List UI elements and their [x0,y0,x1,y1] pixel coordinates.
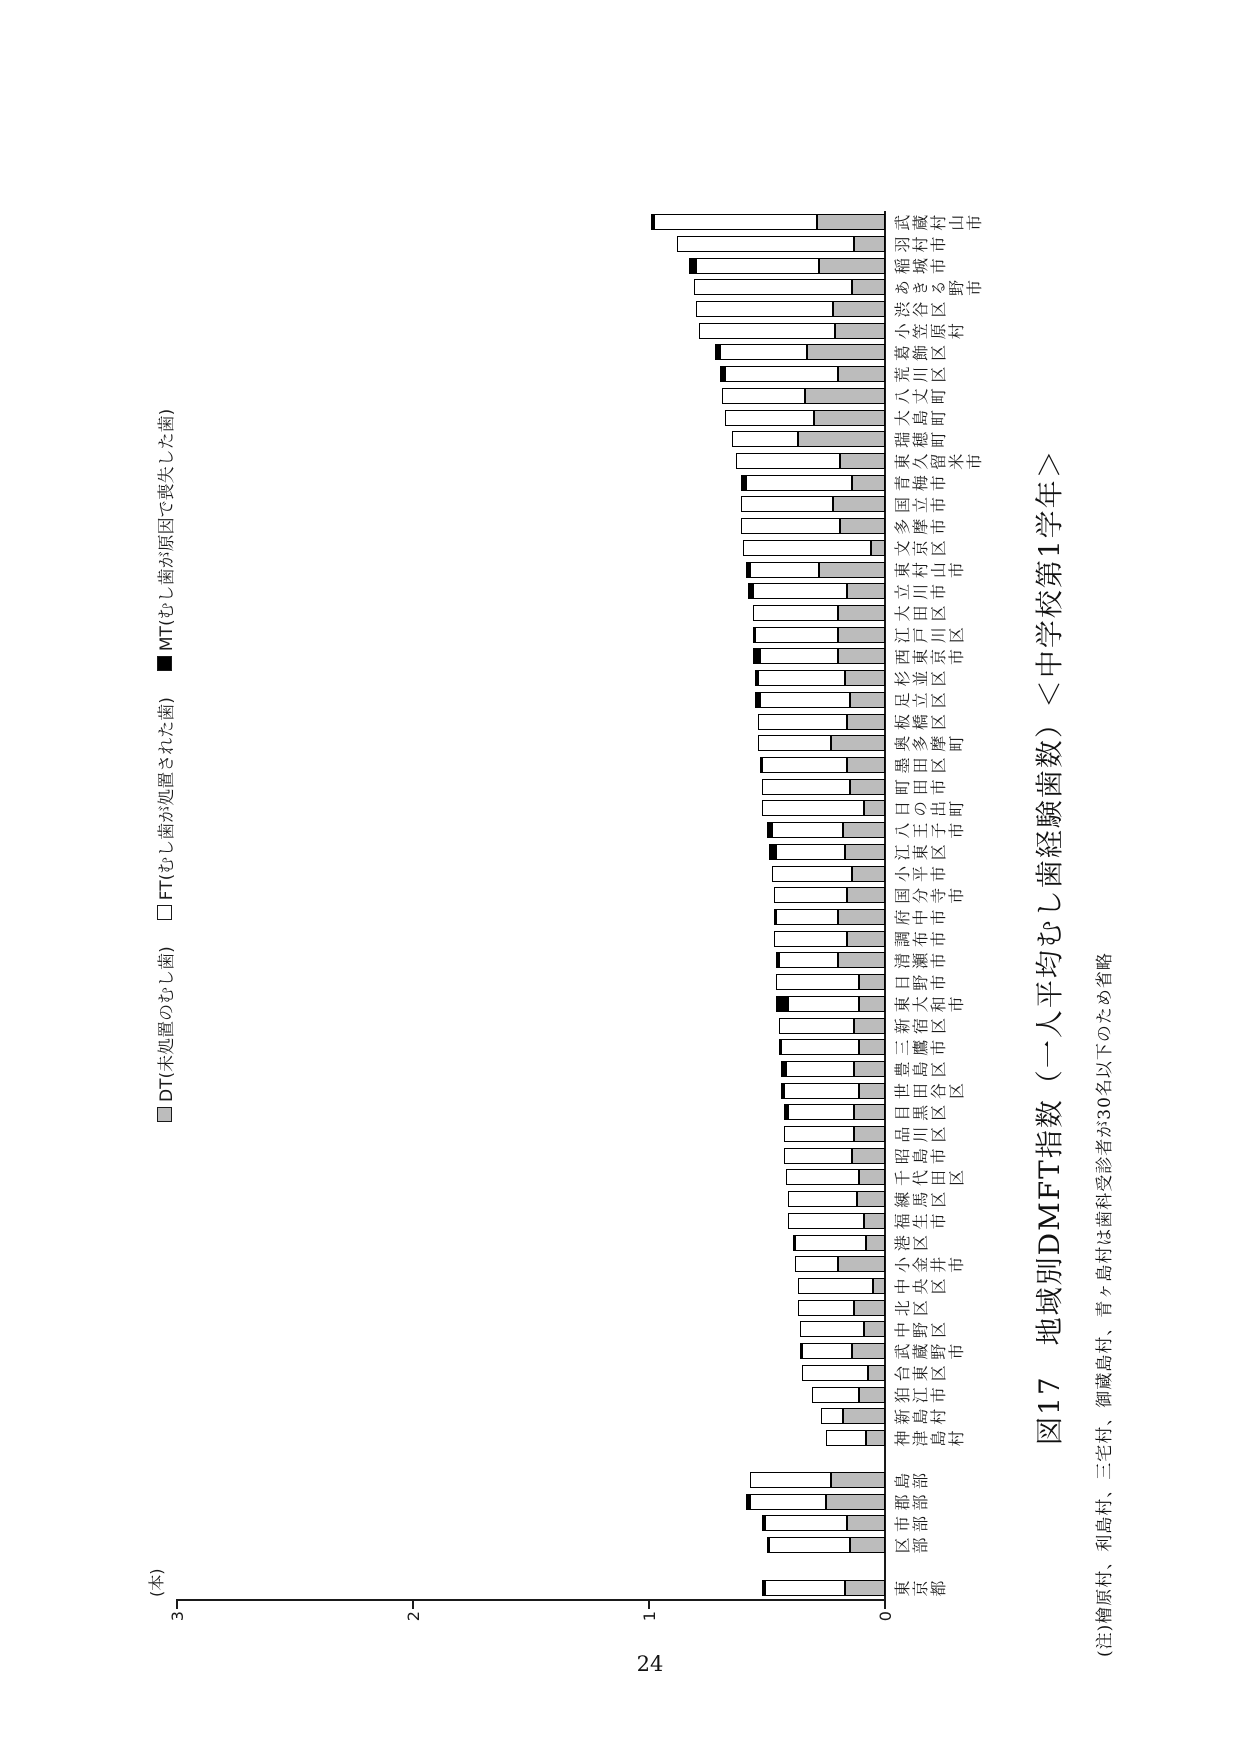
ft-segment [750,1494,826,1510]
ft-segment [725,410,815,426]
axis-tick [648,1600,650,1609]
category-label-府中市: 府中市 [894,908,948,928]
dt-segment [798,431,885,447]
ft-segment [746,475,852,491]
dt-segment [852,1148,885,1164]
category-label-新宿区: 新宿区 [894,1017,948,1037]
dt-segment [850,779,885,795]
category-label-渋谷区: 渋谷区 [894,301,948,321]
category-label-三鷹市: 三鷹市 [894,1039,948,1059]
category-label-江戸川区: 江戸川区 [894,626,966,646]
category-label-瑞穂町: 瑞穂町 [894,431,948,451]
dt-segment [852,475,885,491]
axis-tick [176,1600,178,1609]
ft-segment [795,1235,866,1251]
ft-segment [802,1365,868,1381]
mt-segment [689,258,696,274]
category-label-東京都: 東京都 [894,1580,948,1599]
category-label-区部: 区部 [894,1537,930,1556]
dt-segment [873,1278,885,1294]
ft-segment [758,714,848,730]
ft-segment [696,301,833,317]
category-label-杉並区: 杉並区 [894,670,948,690]
ft-segment [798,1278,874,1294]
category-label-足立区: 足立区 [894,691,948,711]
mt-segment [755,670,758,686]
category-label-荒川区: 荒川区 [894,366,948,386]
ft-segment [765,1580,845,1596]
ft-segment [776,974,859,990]
mt-segment [651,214,654,230]
category-label-小金井市: 小金井市 [894,1256,966,1276]
ft-segment [654,214,817,230]
dt-segment [868,1365,885,1381]
category-label-八王子市: 八王子市 [894,822,966,842]
dt-segment [847,887,885,903]
category-label-豊島区: 豊島区 [894,1060,948,1080]
legend-label-dt: DT(未処置のむし歯) [157,946,177,1102]
ft-segment [760,648,838,664]
mt-swatch-icon [157,656,172,671]
mt-segment [776,952,779,968]
dt-segment [817,214,885,230]
category-label-多摩市: 多摩市 [894,518,948,538]
category-label-島部: 島部 [894,1472,930,1492]
category-label-神津島村: 神津島村 [894,1430,966,1449]
ft-segment [774,887,847,903]
dt-segment [845,670,885,686]
dt-segment [852,1343,885,1359]
legend-label-mt: MT(むし歯が原因で喪失した歯) [157,408,177,652]
dt-segment [835,323,885,339]
category-label-北区: 北区 [894,1299,930,1319]
dt-segment [854,1300,885,1316]
ft-segment [802,1343,852,1359]
category-label-小笠原村: 小笠原村 [894,322,966,342]
category-label-調布市: 調布市 [894,930,948,950]
ft-segment [784,1083,860,1099]
legend-item-dt [152,946,177,1122]
dt-swatch-icon [157,1107,172,1122]
category-label-大田区: 大田区 [894,605,948,625]
ft-segment [755,627,838,643]
category-label-稲城市: 稲城市 [894,257,948,277]
mt-segment [753,627,756,643]
ft-segment [779,1018,855,1034]
ft-segment [720,345,807,361]
category-label-羽村市: 羽村市 [894,235,948,255]
ft-segment [795,1256,837,1272]
axis-tick [412,1600,414,1609]
mt-segment [748,583,753,599]
ft-segment [821,1408,842,1424]
ft-segment [788,1191,856,1207]
ft-segment [753,605,838,621]
dt-segment [847,757,885,773]
category-label-新島村: 新島村 [894,1408,948,1428]
ft-segment [741,518,840,534]
dt-segment [859,1387,885,1403]
dt-segment [859,996,885,1012]
dt-segment [854,1018,885,1034]
dt-segment [857,1191,885,1207]
mt-segment [753,648,760,664]
dt-segment [854,1061,885,1077]
dt-segment [866,1235,885,1251]
dt-segment [871,540,885,556]
dt-segment [854,236,885,252]
mt-segment [762,1516,765,1532]
mt-segment [720,366,725,382]
ft-segment [758,670,845,686]
ft-segment [781,1039,859,1055]
axis-tick-label: 3 [168,1611,187,1622]
category-label-武蔵村山市: 武蔵村山市 [894,214,984,234]
category-label-練馬区: 練馬区 [894,1191,948,1211]
dt-segment [847,1516,885,1532]
category-label-東大和市: 東大和市 [894,995,966,1015]
mt-segment [741,475,746,491]
category-label-国分寺市: 国分寺市 [894,887,966,907]
ft-segment [760,692,850,708]
category-label-中野区: 中野区 [894,1321,948,1341]
dt-segment [838,648,885,664]
mt-segment [767,1537,770,1553]
dt-segment [838,952,885,968]
ft-segment [762,779,849,795]
ft-segment [762,757,847,773]
ft-segment [784,1126,855,1142]
mt-segment [715,345,720,361]
ft-segment [765,1516,848,1532]
dt-segment [840,518,885,534]
mt-segment [800,1343,803,1359]
dt-segment [843,1408,885,1424]
dt-segment [854,1126,885,1142]
category-label-墨田区: 墨田区 [894,757,948,776]
dt-segment [838,366,885,382]
dt-segment [864,800,885,816]
dt-segment [826,1494,885,1510]
dt-segment [845,1580,885,1596]
category-label-青梅市: 青梅市 [894,474,948,494]
axis-tick-label: 2 [404,1611,423,1622]
ft-segment [776,844,844,860]
ft-segment [696,258,819,274]
dt-segment [847,714,885,730]
category-label-郡部: 郡部 [894,1494,930,1513]
category-label-福生市: 福生市 [894,1212,948,1232]
ft-segment [786,1169,859,1185]
category-label-千代田区: 千代田区 [894,1169,966,1189]
category-label-板橋区: 板橋区 [894,713,948,733]
category-label-あきる野市: あきる野市 [894,279,984,299]
dt-segment [859,974,885,990]
mt-segment [784,1104,789,1120]
category-label-大島町: 大島町 [894,409,948,429]
ft-segment [798,1300,855,1316]
ft-segment [677,236,854,252]
ft-segment [786,1061,854,1077]
dt-segment [850,1537,885,1553]
dt-segment [866,1430,885,1446]
category-label-世田谷区: 世田谷区 [894,1082,966,1102]
ft-segment [743,540,870,556]
ft-segment [722,388,805,404]
ft-swatch-icon [157,905,172,920]
ft-segment [758,735,831,751]
ft-segment [776,909,837,925]
category-label-港区: 港区 [894,1234,930,1254]
ft-segment [725,366,838,382]
ft-segment [750,562,818,578]
dt-segment [854,1104,885,1120]
category-label-小平市: 小平市 [894,865,948,885]
axis-tick [884,1600,886,1609]
value-axis-line [176,1599,886,1601]
mt-segment [793,1235,796,1251]
mt-segment [781,1083,784,1099]
category-label-昭島市: 昭島市 [894,1147,948,1167]
ft-segment [732,431,798,447]
dt-segment [840,453,885,469]
category-label-狛江市: 狛江市 [894,1386,948,1406]
legend-item-ft [152,697,177,920]
ft-segment [826,1430,866,1446]
legend-item-mt [152,409,177,671]
ft-segment [784,1148,852,1164]
dt-segment [852,866,885,882]
ft-segment [788,1213,864,1229]
dt-segment [819,258,885,274]
dt-segment [838,627,885,643]
category-label-葛飾区: 葛飾区 [894,344,948,364]
category-label-台東区: 台東区 [894,1364,948,1384]
ft-segment [694,279,852,295]
mt-segment [774,909,777,925]
ft-segment [699,323,836,339]
dt-segment [838,605,885,621]
category-label-目黒区: 目黒区 [894,1104,948,1124]
category-label-市部: 市部 [894,1515,930,1535]
category-label-日野市: 日野市 [894,974,948,994]
dt-segment [847,583,885,599]
dt-segment [847,931,885,947]
dt-segment [850,692,885,708]
category-label-品川区: 品川区 [894,1126,948,1146]
mt-segment [769,844,776,860]
dt-segment [864,1213,885,1229]
dt-segment [819,562,885,578]
dt-segment [843,822,885,838]
ft-segment [812,1387,859,1403]
category-label-奥多摩町: 奥多摩町 [894,735,966,755]
mt-segment [760,757,763,773]
ft-segment [772,866,852,882]
dt-segment [838,909,885,925]
dt-segment [831,735,885,751]
dt-segment [833,301,885,317]
category-label-文京区: 文京区 [894,539,948,559]
mt-segment [762,1580,765,1596]
category-label-国立市: 国立市 [894,496,948,516]
ft-segment [769,1537,849,1553]
ft-segment [741,496,833,512]
mt-segment [776,996,788,1012]
axis-tick-label: 1 [640,1611,659,1622]
ft-segment [736,453,840,469]
mt-segment [781,1061,786,1077]
mt-segment [767,822,772,838]
axis-tick-label: 0 [876,1611,895,1622]
ft-segment [762,800,863,816]
dt-segment [805,388,885,404]
category-label-東久留米市: 東久留米市 [894,453,984,473]
ft-segment [800,1321,864,1337]
dt-segment [845,844,885,860]
legend-label-ft: FT(むし歯が処置された歯) [157,697,177,901]
chart-title: 図17 地域別DMFT指数（一人平均むし歯経験歯数）＜中学校第1学年＞ [1033,448,1066,1445]
ft-segment [772,822,843,838]
mt-segment [755,692,760,708]
chart-note: (注)檜原村、利島村、三宅村、御蔵島村、青ヶ島村は歯科受診者が30名以下のため省略 [1095,952,1115,1657]
mt-segment [746,1494,751,1510]
dt-segment [833,496,885,512]
category-label-中央区: 中央区 [894,1278,948,1298]
ft-segment [779,952,838,968]
dt-segment [859,1083,885,1099]
category-label-日の出町: 日の出町 [894,800,966,820]
dt-segment [831,1473,885,1489]
ft-segment [750,1473,830,1489]
ft-segment [788,996,859,1012]
category-label-武蔵野市: 武蔵野市 [894,1343,966,1363]
category-label-江東区: 江東区 [894,843,948,863]
dt-segment [807,345,885,361]
category-label-清瀬市: 清瀬市 [894,952,948,972]
ft-segment [753,583,847,599]
dt-segment [814,410,885,426]
category-label-八丈町: 八丈町 [894,387,948,407]
dt-segment [859,1039,885,1055]
category-label-西東京市: 西東京市 [894,648,966,668]
dt-segment [852,279,885,295]
dt-segment [864,1321,885,1337]
ft-segment [774,931,847,947]
category-label-町田市: 町田市 [894,778,948,798]
axis-unit-label: (本) [147,1568,166,1597]
category-label-立川市: 立川市 [894,583,948,603]
legend [152,409,177,1122]
mt-segment [779,1039,782,1055]
ft-segment [788,1104,854,1120]
category-label-東村山市: 東村山市 [894,561,966,581]
page-number: 24 [636,1652,664,1676]
dt-segment [838,1256,885,1272]
mt-segment [746,562,751,578]
dt-segment [859,1169,885,1185]
